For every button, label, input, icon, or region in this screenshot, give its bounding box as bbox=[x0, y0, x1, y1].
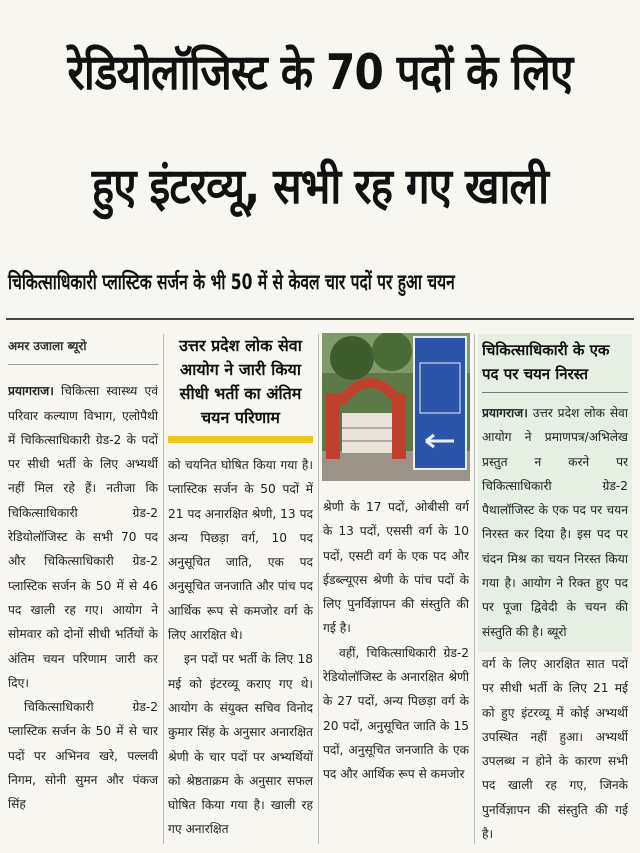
column-divider bbox=[163, 334, 164, 844]
headline-line-2: हुए इंटरव्यू, सभी रह गए खाली bbox=[91, 158, 549, 215]
article-paragraph: वर्ग के लिए आरक्षित सात पदों पर सीधी भर्ती के लिए 21 मई को हुए इंटरव्यू में कोई अभ्यर्थी उपस्थित नहीं हुआ। अभ्यर्थी उपलब्ध न होने के कारण सभी पद खाली रह गए, जिनके पुनर्विज्ञापन की संस्तुति की गई है। bbox=[482, 657, 628, 842]
article-paragraph: चिकित्साधिकारी ग्रेड-2 प्लास्टिक सर्जन के 50 में से चार पदों पर अभिनव खरे, पल्लवी निगम, सोनी सुमन और पंकज सिंह bbox=[8, 700, 158, 812]
news-photo bbox=[322, 333, 470, 481]
article-column-3 bbox=[323, 495, 469, 844]
article-column-2 bbox=[168, 334, 313, 844]
dateline: प्रयागराज। bbox=[8, 384, 54, 399]
article-column-4 bbox=[482, 652, 628, 844]
paragraph-text: चिकित्सा स्वास्थ्य एवं परिवार कल्याण विभाग, एलोपैथी में चिकित्साधिकारी ग्रेड-2 के पदों पर सीधी भर्ती के लिए अभ्यर्थी नहीं मिल रहे हैं। नतीजा कि चिकित्साधिकारी ग्रेड-2 रेडियोलॉजिस्ट के सभी 70 पद और चिकित्साधिकारी ग्रेड-2 प्लास्टिक सर्जन के 50 में से 46 पद खाली रह गए। आयोग ने सोमवार को दोनों सीधी भर्तियों के अंतिम चयन परिणाम जारी कर दिए। bbox=[8, 384, 158, 690]
article-paragraph bbox=[8, 379, 158, 695]
article-paragraph: को चयनित घोषित किया गया है। प्लास्टिक सर्जन के 50 पदों में 21 पद अनारक्षित श्रेणी, 13 पद अन्य पिछड़ा वर्ग, 10 पद अनुसूचित जाति, एक पद अनुसूचित जनजाति और पांच पद आर्थिक रूप से कमजोर वर्ग के लिए आरक्षित थे। bbox=[168, 458, 313, 643]
highlight-bar bbox=[168, 436, 313, 443]
byline: अमर उजाला ब्यूरो bbox=[8, 339, 87, 353]
article-paragraph: वहीं, चिकित्साधिकारी ग्रेड-2 रेडियोलॉजिस्ट के अनारक्षित श्रेणी के 27 पदों, अन्य पिछड़ा वर्ग के 20 पदों, अनुसूचित जाति के 15 पदों, अनुसूचित जनजाति के एक पद और आर्थिक रूप से कमजोर bbox=[323, 645, 469, 782]
divider bbox=[6, 318, 634, 320]
box-heading: उत्तर प्रदेश लोक सेवा आयोग ने जारी किया सीधी भर्ती का अंतिम चयन परिणाम bbox=[179, 336, 302, 427]
dateline: प्रयागराज। bbox=[482, 406, 528, 420]
subheadline: चिकित्साधिकारी प्लास्टिक सर्जन के भी 50 में से केवल चार पदों पर हुआ चयन bbox=[8, 270, 455, 294]
article-column-1 bbox=[8, 334, 158, 844]
sidebar-divider bbox=[482, 392, 628, 393]
headline-line-1: रेडियोलॉजिस्ट के 70 पदों के लिए bbox=[67, 44, 573, 101]
sidebar-paragraph bbox=[482, 401, 628, 644]
sidebar-heading: चिकित्साधिकारी के एक पद पर चयन निरस्त bbox=[482, 341, 610, 383]
column-divider bbox=[318, 334, 319, 844]
column-divider bbox=[474, 334, 475, 844]
byline-divider bbox=[8, 364, 158, 365]
sidebar-text: उत्तर प्रदेश लोक सेवा आयोग ने प्रमाणपत्र/अभिलेख प्रस्तुत न करने पर चिकित्साधिकारी ग्रेड-2 पैथालॉजिस्ट के एक पद पर चयन निरस्त कर दिया है। इस पद पर चंदन मिश्र का चयन निरस्त किया गया है। आयोग ने रिक्त हुए पद पर पूजा द्विवेदी के चयन की संस्तुति की है। ब्यूरो bbox=[482, 406, 628, 639]
article-paragraph: इन पदों पर भर्ती के लिए 18 मई को इंटरव्यू कराए गए थे। आयोग के संयुक्त सचिव विनोद कुमार सिंह के अनुसार अनारक्षित श्रेणी के चार पदों पर अभ्यर्थियों को श्रेष्ठताक्रम के अनुसार सफल घोषित किया गया है। खाली रह गए अनारक्षित bbox=[168, 652, 313, 837]
article-paragraph: श्रेणी के 17 पदों, ओबीसी वर्ग के 13 पदों, एससी वर्ग के 10 पदों, एसटी वर्ग के एक पद और ईडब्ल्यूएस श्रेणी के पांच पदों के लिए पुनर्विज्ञापन की संस्तुति की गई है। bbox=[323, 500, 469, 636]
sidebar-box bbox=[482, 338, 628, 648]
